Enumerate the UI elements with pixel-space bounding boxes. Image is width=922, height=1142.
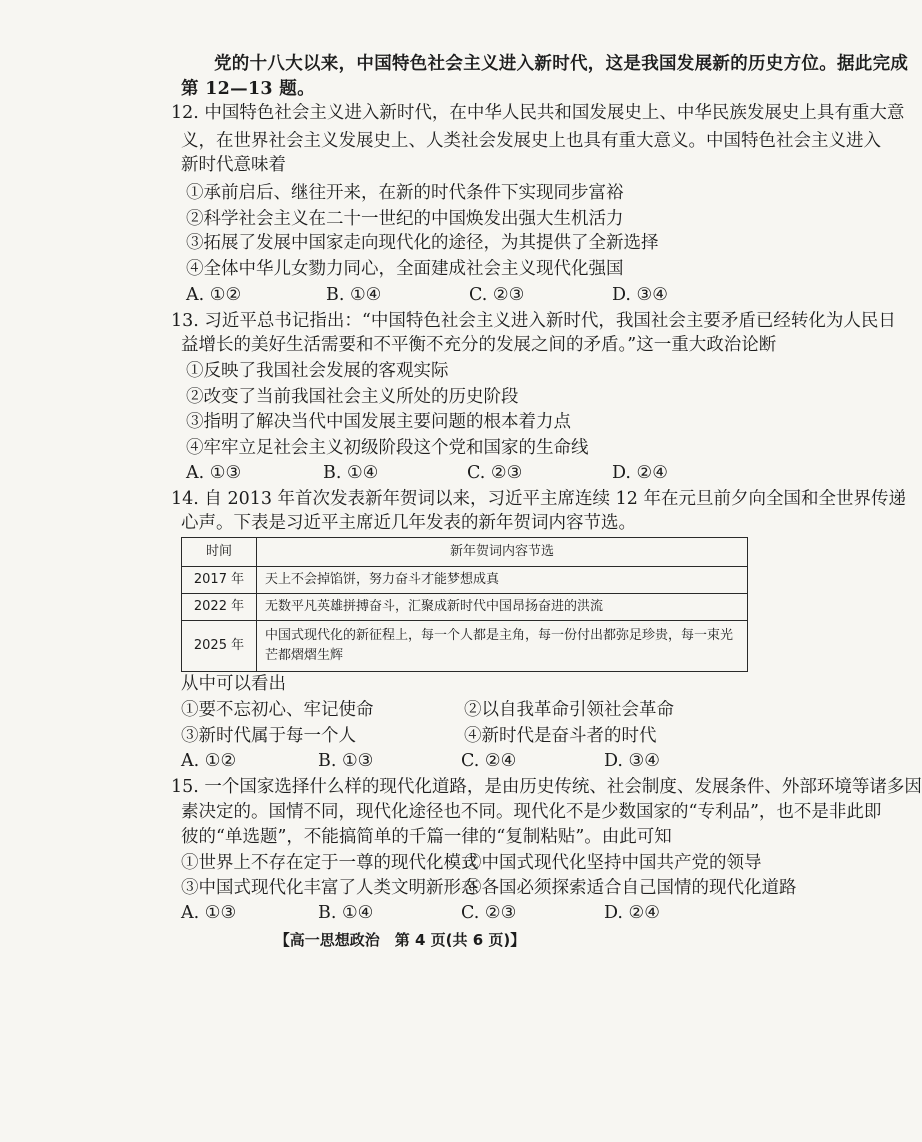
section-intro-line-1: 党的十八大以来，中国特色社会主义进入新时代，这是我国发展新的历史方位。据此完成 <box>214 54 909 74</box>
q12-option-b: B. ①④ <box>326 285 382 305</box>
table-cell-text: 天上不会掉馅饼，努力奋斗才能梦想成真 <box>257 567 748 594</box>
table-row <box>182 621 748 672</box>
q14-statement-2: ②以自我革命引领社会革命 <box>464 700 674 720</box>
q12-statement-3: ③拓展了发展中国家走向现代化的途径，为其提供了全新选择 <box>186 233 659 253</box>
q13-option-b: B. ①④ <box>323 463 379 483</box>
q13-statement-4: ④牢牢立足社会主义初级阶段这个党和国家的生命线 <box>186 438 589 458</box>
q15-option-d: D. ②④ <box>604 903 660 923</box>
q13-stem-line-1: 13. 习近平总书记指出：“中国特色社会主义进入新时代，我国社会主要矛盾已经转化为人民日 <box>171 311 896 331</box>
q15-option-a: A. ①③ <box>181 903 237 923</box>
q12-option-c: C. ②③ <box>469 285 525 305</box>
q14-statement-4: ④新时代是奋斗者的时代 <box>464 726 657 746</box>
q15-statement-4: ④各国必须探索适合自己国情的现代化道路 <box>464 878 797 898</box>
q15-statement-1: ①世界上不存在定于一尊的现代化模式 <box>181 853 479 873</box>
table-header-time: 时间 <box>182 538 257 567</box>
q12-stem-line-2: 义，在世界社会主义发展史上、人类社会发展史上也具有重大意义。中国特色社会主义进入 <box>181 131 881 151</box>
new-year-address-table <box>181 537 748 672</box>
q14-option-c: C. ②④ <box>461 751 517 771</box>
q14-statement-3: ③新时代属于每一个人 <box>181 726 356 746</box>
table-cell-year: 2017 年 <box>182 567 257 594</box>
q15-option-c: C. ②③ <box>461 903 517 923</box>
q12-stem-line-3: 新时代意味着 <box>181 155 286 175</box>
q15-stem-line-1: 15. 一个国家选择什么样的现代化道路，是由历史传统、社会制度、发展条件、外部环境等诸多因 <box>171 777 922 797</box>
table-header-row <box>182 538 748 567</box>
section-intro-line-2: 第 12—13 题。 <box>181 79 315 99</box>
table-cell-text: 无数平凡英雄拼搏奋斗，汇聚成新时代中国昂扬奋进的洪流 <box>257 594 748 621</box>
q14-stem-line-1: 14. 自 2013 年首次发表新年贺词以来，习近平主席连续 12 年在元旦前夕向全国和全世界传递 <box>171 489 906 509</box>
q14-statement-1: ①要不忘初心、牢记使命 <box>181 700 374 720</box>
page-footer: 【高一思想政治 第 4 页(共 6 页)】 <box>274 931 526 949</box>
q14-option-d: D. ③④ <box>604 751 660 771</box>
q15-option-b: B. ①④ <box>318 903 374 923</box>
q12-stem-line-1: 12. 中国特色社会主义进入新时代，在中华人民共和国发展史上、中华民族发展史上具有重大意 <box>171 103 905 123</box>
table-cell-text: 中国式现代化的新征程上，每一个人都是主角，每一份付出都弥足珍贵，每一束光芒都熠熠生辉 <box>257 621 748 672</box>
table-row <box>182 594 748 621</box>
q14-option-a: A. ①② <box>181 751 237 771</box>
q12-option-d: D. ③④ <box>612 285 668 305</box>
q12-statement-4: ④全体中华儿女勠力同心，全面建成社会主义现代化强国 <box>186 259 624 279</box>
q12-statement-1: ①承前启后、继往开来，在新的时代条件下实现同步富裕 <box>186 183 624 203</box>
q15-statement-3: ③中国式现代化丰富了人类文明新形态 <box>181 878 479 898</box>
q13-statement-1: ①反映了我国社会发展的客观实际 <box>186 361 449 381</box>
q13-statement-3: ③指明了解决当代中国发展主要问题的根本着力点 <box>186 412 571 432</box>
q12-option-a: A. ①② <box>186 285 242 305</box>
q15-statement-2: ②中国式现代化坚持中国共产党的领导 <box>464 853 762 873</box>
q15-stem-line-2: 素决定的。国情不同，现代化途径也不同。现代化不是少数国家的“专利品”，也不是非此即 <box>181 802 882 822</box>
table-header-content: 新年贺词内容节选 <box>257 538 748 567</box>
table-cell-year: 2025 年 <box>182 621 257 672</box>
q13-stem-line-2: 益增长的美好生活需要和不平衡不充分的发展之间的矛盾。”这一重大政治论断 <box>181 335 777 355</box>
table-row <box>182 567 748 594</box>
q13-option-d: D. ②④ <box>612 463 668 483</box>
q14-option-b: B. ①③ <box>318 751 374 771</box>
q12-statement-2: ②科学社会主义在二十一世纪的中国焕发出强大生机活力 <box>186 209 624 229</box>
q13-option-c: C. ②③ <box>467 463 523 483</box>
q13-option-a: A. ①③ <box>186 463 242 483</box>
q14-stem-line-2: 心声。下表是习近平主席近几年发表的新年贺词内容节选。 <box>181 513 636 533</box>
q14-lead-text: 从中可以看出 <box>181 674 286 694</box>
q13-statement-2: ②改变了当前我国社会主义所处的历史阶段 <box>186 387 519 407</box>
table-cell-year: 2022 年 <box>182 594 257 621</box>
q15-stem-line-3: 彼的“单选题”，不能搞简单的千篇一律的“复制粘贴”。由此可知 <box>181 827 672 847</box>
